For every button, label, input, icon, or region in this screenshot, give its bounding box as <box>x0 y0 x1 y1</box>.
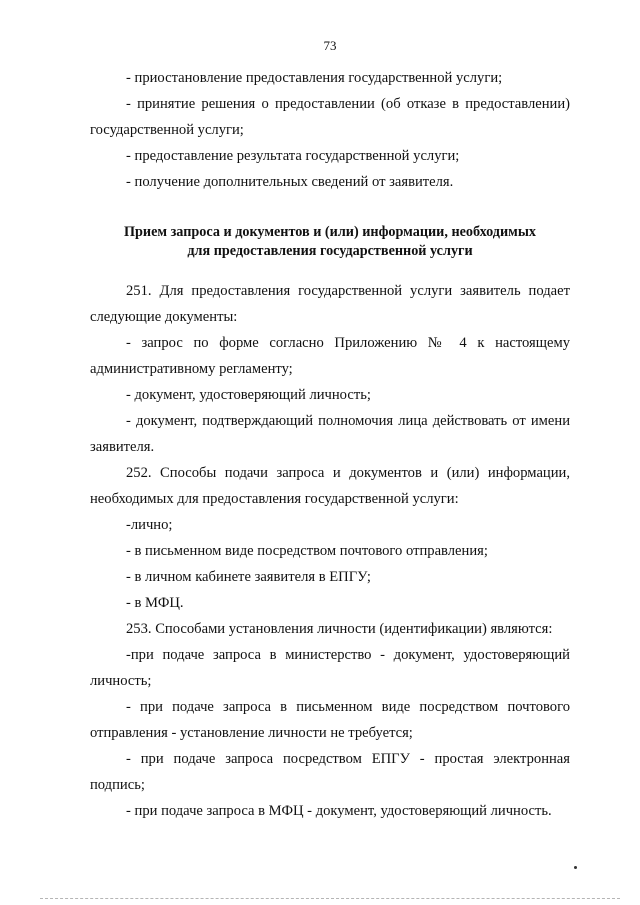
list-item: - принятие решения о предоставлении (об отказе в предоставлении) государственной услуги; <box>90 96 570 138</box>
list-item: - приостановление предоставления государственной услуги; <box>126 70 503 86</box>
scan-speck <box>574 866 577 869</box>
section-heading-line-2: для предоставления государственной услуги <box>187 243 473 259</box>
document-body <box>90 65 570 824</box>
section-heading-line-1: Прием запроса и документов и (или) информации, необходимых <box>123 224 536 240</box>
list-item: - документ, подтверждающий полномочия лица действовать от имени заявителя. <box>90 413 570 455</box>
section-heading <box>90 223 570 261</box>
list-item: - в личном кабинете заявителя в ЕПГУ; <box>126 569 371 585</box>
list-item: - при подаче запроса в письменном виде посредством почтового отправления - установление личности не требуется; <box>90 699 570 741</box>
list-item: - предоставление результата государственной услуги; <box>126 148 460 164</box>
page-number: 73 <box>323 38 337 53</box>
list-item: - при подаче запроса посредством ЕПГУ - простая электронная подпись; <box>90 751 570 793</box>
list-item: - получение дополнительных сведений от заявителя. <box>126 174 454 190</box>
paragraph-252: 252. Способы подачи запроса и документов и (или) информации, необходимых для предоставления государственной услуги: <box>90 465 570 507</box>
list-item: -лично; <box>126 517 173 533</box>
list-item: - документ, удостоверяющий личность; <box>126 387 371 403</box>
list-item: - в письменном виде посредством почтового отправления; <box>126 543 488 559</box>
paragraph-251: 251. Для предоставления государственной услуги заявитель подает следующие документы: <box>90 283 570 325</box>
scan-edge-line <box>40 898 620 899</box>
list-item: - в МФЦ. <box>126 595 184 611</box>
list-item: - при подаче запроса в МФЦ - документ, удостоверяющий личность. <box>126 803 552 819</box>
paragraph-253: 253. Способами установления личности (идентификации) являются: <box>126 621 553 637</box>
list-item: -при подаче запроса в министерство - документ, удостоверяющий личность; <box>90 647 570 689</box>
list-item: - запрос по форме согласно Приложению № 4 к настоящему административному регламенту; <box>90 335 570 377</box>
